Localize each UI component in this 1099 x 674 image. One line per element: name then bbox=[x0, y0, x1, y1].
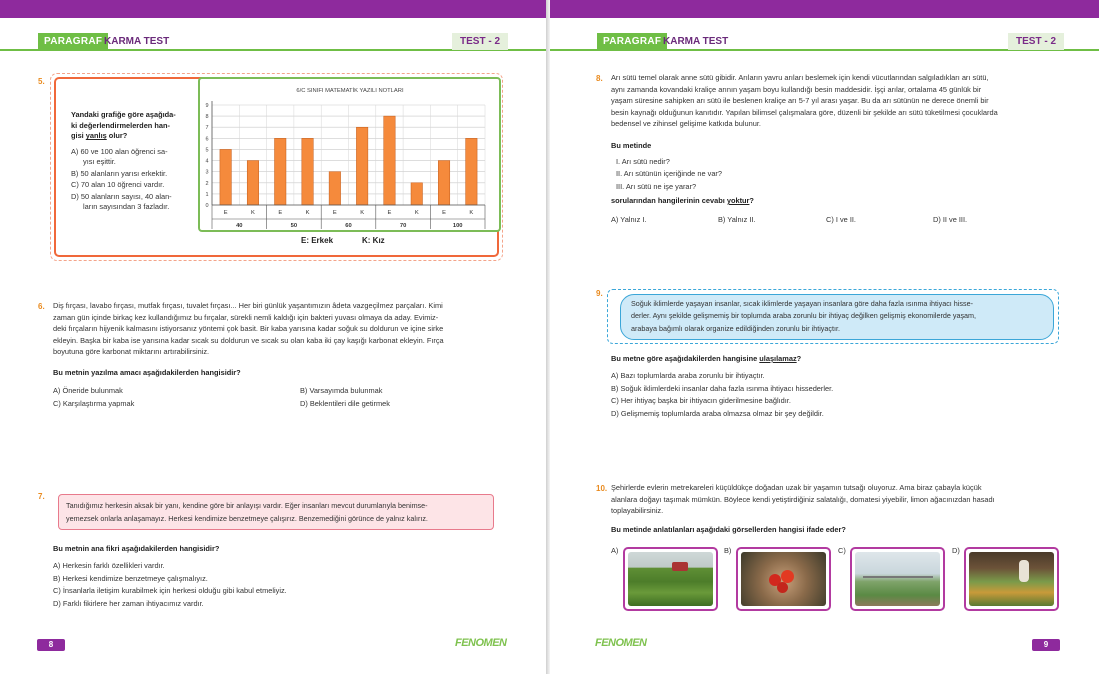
y-tick-label: 8 bbox=[205, 114, 209, 121]
q5-option-c[interactable]: C) 70 alan 10 öğrenci vardır. bbox=[71, 180, 165, 190]
group-label: 50 bbox=[290, 223, 298, 229]
legend-erkek: E: Erkek bbox=[301, 236, 334, 245]
q7-option-a[interactable]: A) Herkesin farklı özellikleri vardır. bbox=[53, 561, 165, 570]
page-number-left: 8 bbox=[37, 639, 65, 651]
q7-option-d[interactable]: D) Farklı fikirlere her zaman ihtiyacımız vardır. bbox=[53, 598, 204, 608]
passage-line: aynı zamanda kovandaki kraliçe arının yaşam boyu kullandığı besin maddesidir. İşçi arılar, ortalama 45 günlük bir bbox=[611, 84, 982, 94]
q5-stem-line: ki değerlendirmelerden han- bbox=[71, 120, 170, 130]
q10-option-d-image[interactable] bbox=[964, 547, 1059, 611]
y-tick-label: 1 bbox=[205, 191, 209, 198]
header-tab-row bbox=[550, 33, 1099, 51]
q5-stem bbox=[71, 110, 201, 142]
vendor-figure bbox=[1019, 560, 1029, 582]
q8-question: sorularından hangilerinin cevabı yoktur? bbox=[611, 196, 754, 205]
bar bbox=[302, 138, 313, 205]
passage-line: yemezsek onlarla anlaşamayız. Herkesi kendimize benzetmeye çalışırız. Benzemediğini görünce de yalnız kalırız. bbox=[66, 514, 428, 523]
page-number-right: 9 bbox=[1032, 639, 1060, 651]
tab-karma-test: KARMA TEST bbox=[663, 36, 729, 47]
q10-option-b-image[interactable] bbox=[736, 547, 831, 611]
passage-line: derler. Aynı şekilde gelişmemiş bir toplumda araba zorunlu bir ihtiyaç değilken gelişmiş ekonomilerde yaşam, bbox=[631, 311, 977, 321]
y-tick-label: 3 bbox=[205, 169, 209, 176]
bar bbox=[329, 172, 340, 205]
tab-test-number: TEST - 2 bbox=[1008, 33, 1064, 50]
tab-paragraf: PARAGRAF bbox=[38, 33, 108, 50]
q10-label-d: D) bbox=[952, 546, 960, 555]
x-tick-label: E bbox=[442, 210, 446, 216]
y-tick-label: 2 bbox=[205, 180, 209, 187]
q5-options bbox=[71, 147, 201, 212]
group-label: 70 bbox=[399, 223, 407, 229]
q8-passage bbox=[611, 72, 1060, 130]
q5-option-b[interactable]: B) 50 alanların yarısı erkektir. bbox=[71, 168, 168, 178]
right-page bbox=[550, 0, 1099, 674]
passage-line: toplayabilirsiniz. bbox=[611, 506, 664, 516]
bar bbox=[411, 183, 422, 205]
y-tick-label: 9 bbox=[205, 103, 209, 109]
q6-option-a[interactable]: A) Öneride bulunmak bbox=[53, 386, 123, 395]
x-tick-label: K bbox=[251, 210, 255, 216]
q6-passage bbox=[53, 300, 500, 358]
passage-line: zaman gün içinde birkaç kez kullandığımız bu fırçalar, sürekli nemli kaldığı için bakteri yuvası olmaya da aday. Evimiz- bbox=[53, 312, 439, 322]
q9-passage bbox=[631, 298, 1045, 335]
bar bbox=[220, 149, 231, 205]
question-8-number: 8. bbox=[596, 74, 603, 83]
y-tick-label: 4 bbox=[205, 158, 209, 165]
q9-question: Bu metne göre aşağıdakilerden hangisine ulaşılamaz? bbox=[611, 354, 802, 363]
tab-karma-test: KARMA TEST bbox=[104, 36, 170, 47]
q9-passage-box bbox=[620, 294, 1054, 340]
q8-option-a[interactable]: A) Yalnız I. bbox=[611, 215, 647, 224]
q8-item: I. Arı sütü nedir? bbox=[616, 157, 670, 166]
passage-line: bedensel ve zihinsel gelişime katkıda bulunur. bbox=[611, 119, 761, 129]
y-tick-label: 7 bbox=[205, 125, 209, 132]
chart-box bbox=[198, 77, 501, 232]
q8-option-c[interactable]: C) I ve II. bbox=[826, 215, 856, 224]
q9-option-a[interactable]: A) Bazı toplumlarda araba zorunlu bir ihtiyaçtır. bbox=[611, 371, 765, 380]
group-label: 60 bbox=[345, 223, 352, 229]
publisher-logo: FENOMEN bbox=[595, 637, 647, 649]
balcony-garden-image bbox=[855, 552, 940, 606]
underlined-word: ulaşılamaz bbox=[759, 354, 797, 363]
legend-kiz: K: Kız bbox=[362, 236, 385, 245]
question-7-number: 7. bbox=[38, 492, 45, 501]
q10-label-a: A) bbox=[611, 546, 619, 555]
tab-test-number: TEST - 2 bbox=[452, 33, 508, 50]
q10-label-b: B) bbox=[724, 546, 732, 555]
q8-option-b[interactable]: B) Yalnız II. bbox=[718, 215, 756, 224]
q6-option-b[interactable]: B) Varsayımda bulunmak bbox=[300, 386, 383, 395]
bar bbox=[275, 138, 286, 205]
x-tick-label: K bbox=[414, 210, 419, 216]
bar bbox=[438, 161, 449, 205]
q10-label-c: C) bbox=[838, 546, 846, 555]
passage-line: Soğuk iklimlerde yaşayan insanlar, sıcak iklimlerde yaşayan insanlara göre daha fazla ısınma ihtiyacı hisse- bbox=[631, 299, 973, 308]
tractor-icon bbox=[672, 562, 688, 571]
passage-line: Tanıdığımız herkesin aksak bir yanı, kendine göre bir anlayışı vardır. Eğer insanları mevcut durumlarıyla benimse- bbox=[66, 501, 428, 510]
q8-lead: Bu metinde bbox=[611, 141, 652, 150]
passage-line: alanlara doğayı taşımak mümkün. Böylece kendi yetiştirdiğiniz salatalığı, domatesi yiyebilir, limon ağacınızdan hasadı bbox=[611, 494, 995, 504]
group-label: 40 bbox=[236, 223, 243, 229]
left-page bbox=[0, 0, 546, 674]
question-10-number: 10. bbox=[596, 484, 608, 493]
q10-question: Bu metinde anlatılanları aşağıdaki görsellerden hangisi ifade eder? bbox=[611, 525, 846, 534]
tab-paragraf: PARAGRAF bbox=[597, 33, 667, 50]
underlined-word: yoktur bbox=[726, 196, 750, 205]
q5-option-d[interactable]: D) 50 alanların sayısı, 40 alan- ların sayısından 3 fazladır. bbox=[71, 191, 172, 212]
q7-passage bbox=[66, 499, 490, 525]
x-tick-label: E bbox=[332, 210, 337, 216]
passage-line: besin kaynağı olduğunun kanıtıdır. Yapılan bilimsel çalışmalara göre, düzenli bir şekilde arı sütü tüketilmesi çocuklarda bbox=[611, 107, 998, 117]
x-tick-label: E bbox=[223, 210, 228, 216]
railing-line bbox=[863, 576, 933, 578]
q6-option-d[interactable]: D) Beklentileri dile getirmek bbox=[300, 399, 390, 408]
group-label: 100 bbox=[452, 223, 463, 229]
y-tick-label: 6 bbox=[205, 136, 209, 143]
bar bbox=[247, 161, 258, 205]
q7-question: Bu metnin ana fikri aşağıdakilerden hangisidir? bbox=[53, 544, 220, 553]
q5-stem-line: Yandaki grafiğe göre aşağıda- bbox=[71, 110, 176, 119]
x-tick-label: E bbox=[278, 210, 283, 216]
q10-passage bbox=[611, 482, 1060, 517]
passage-line: ekleyin. Başka bir kaba ise yarısına kadar sıcak su doldurun ve sıcak su olan kaba iki çay kaşığı karbonat ekleyin. Fırça bbox=[53, 335, 444, 345]
publisher-logo: FENOMEN bbox=[455, 637, 507, 649]
passage-line: arabaya bağımlı olarak organize edildiğinden zorunlu bir ihtiyaçtır. bbox=[631, 323, 840, 333]
tomato-icon bbox=[777, 582, 788, 593]
header-tab-row bbox=[0, 33, 546, 51]
q5-option-a[interactable]: A) 60 ve 100 alan öğrenci sa- yısı eşittir. bbox=[71, 147, 168, 167]
passage-line: deki fırçaların hijyenik kalmasını istiyorsanız yöntemi çok basit. Bir kaba yarısına kadar soğuk su doldurun ve içine sirke bbox=[53, 324, 444, 334]
q9-option-c[interactable]: C) Her ihtiyaç başka bir ihtiyacın giderilmesine bağlıdır. bbox=[611, 396, 791, 406]
market-stall-image bbox=[969, 552, 1054, 606]
q7-option-c[interactable]: C) İnsanlarla iletişim kurabilmek için herkesi olduğu gibi kabul etmeliyiz. bbox=[53, 586, 287, 596]
tomatoes-in-hands-image bbox=[741, 552, 826, 606]
bar-chart bbox=[200, 79, 499, 230]
q8-option-d[interactable]: D) II ve III. bbox=[933, 215, 968, 224]
x-tick-label: E bbox=[387, 210, 392, 216]
x-tick-label: K bbox=[360, 210, 365, 216]
top-bar bbox=[550, 0, 1099, 18]
y-tick-label: 5 bbox=[205, 147, 209, 154]
question-5-number: 5. bbox=[38, 77, 45, 86]
passage-line: Şehirlerde evlerin metrekareleri küçüldükçe doğadan uzak bir yaşamın tutsağı oluyoruz. Ama biraz çabayla küçük bbox=[611, 483, 982, 492]
q9-option-b[interactable]: B) Soğuk iklimlerdeki insanlar daha fazla ısınma ihtiyacı hissederler. bbox=[611, 383, 834, 393]
passage-line: Arı sütü temel olarak anne sütü gibidir. Arıların yavru arıları beslemek için kendi vücutlarından salgıladıkları arı sütü, bbox=[611, 73, 989, 82]
q8-item: III. Arı sütü ne işe yarar? bbox=[616, 181, 697, 191]
q10-option-a-image[interactable] bbox=[623, 547, 718, 611]
q5-stem-line: gisi yanlış olur? bbox=[71, 131, 128, 141]
passage-line: yaşam süresine sahipken arı sütü ile beslenen kraliçe arı 5-7 yıl arası yaşar. Bu da arı sütünün ne derece önemli bir bbox=[611, 96, 989, 106]
bar bbox=[356, 127, 367, 205]
question-9-number: 9. bbox=[596, 289, 603, 298]
q9-options bbox=[611, 370, 833, 420]
top-bar bbox=[0, 0, 546, 18]
bar bbox=[466, 138, 477, 205]
q9-option-d[interactable]: D) Gelişmemiş toplumlarda araba olmazsa olmaz bir şey değildir. bbox=[611, 408, 824, 418]
question-6-number: 6. bbox=[38, 302, 45, 311]
passage-line: boyutuna göre karbonat miktarını artırabilirsiniz. bbox=[53, 347, 210, 357]
q7-options bbox=[53, 560, 287, 610]
q6-option-c[interactable]: C) Karşılaştırma yapmak bbox=[53, 399, 135, 408]
underlined-word: yanlış bbox=[85, 131, 107, 141]
q8-item: II. Arı sütünün içeriğinde ne var? bbox=[616, 169, 722, 179]
x-tick-label: K bbox=[469, 210, 474, 216]
q7-passage-box bbox=[58, 494, 494, 530]
y-tick-label: 0 bbox=[205, 203, 209, 209]
bar bbox=[384, 116, 395, 205]
passage-line: Diş fırçası, lavabo fırçası, mutfak fırçası, tuvalet fırçası... Her biri günlük yaşantımızın âdeta vazgeçilmez parçaları. Kimi bbox=[53, 301, 443, 310]
farm-field-image bbox=[628, 552, 713, 606]
q6-question: Bu metnin yazılma amacı aşağıdakilerden hangisidir? bbox=[53, 368, 241, 377]
chart-title: 6/C SINIFI MATEMATİK YAZILI NOTLARI bbox=[296, 88, 404, 94]
x-tick-label: K bbox=[305, 210, 310, 216]
q10-option-c-image[interactable] bbox=[850, 547, 945, 611]
q7-option-b[interactable]: B) Herkesi kendimize benzetmeye çalışmalıyız. bbox=[53, 573, 208, 583]
q8-items bbox=[616, 156, 722, 193]
